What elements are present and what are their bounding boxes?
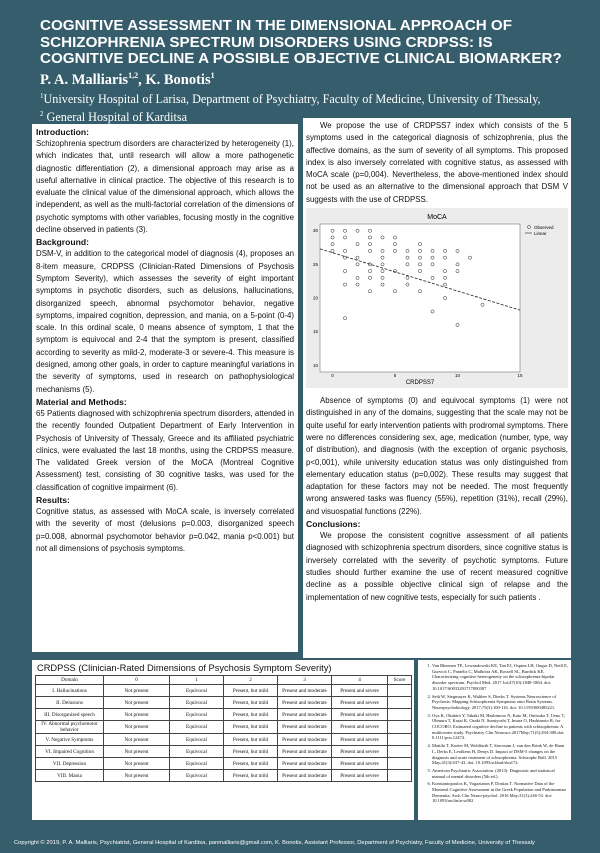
references-panel [418,660,571,820]
proposal-text: We propose the use of CRDPSS7 index which consists of the 5 symptoms used in the categorical diagnosis of schizophrenia, plus the affective domains, as the sum of severity of all symptoms. This proposed index is also inversely correlated with cognitive status, as assessed with MoCA scale (p=0,004). Nevertheless, the above-mentioned index should not be used as an alternative to the dimensional approach that DSM V suggests with the use of CRDPSS. [306,121,568,204]
results-heading: Results: [36,495,70,506]
table-cell: Equivocal [170,697,224,709]
table-header-cell: 2 [224,676,278,685]
table-cell: VI. Impaired Cognition [36,746,104,758]
table-cell: Present and moderate [278,685,332,697]
background-text: DSM-V, in addition to the categorical model of diagnosis (4), proposes an 8-item measure, CRDPSS (Clinician-Rated Dimensions of Psychosis Symptom Severity), which assesses the severity of eight important symptoms in psychotic disorders, such as delusions, hallucinations, disorganized speech, abnormal psychomotor behavior, negative symptoms, impaired cognition, depression, and mania, on a 5-point (0-4) scale. In this ordinal scale, 0 means absence of symptom, 1 that the symptom is equivocal and 2-4 that the symptom is present, classified according to severity as mild-2, moderate-3 or severe-4. This measure is designed, among other goals, in order to capture meaningful variations in the severity of symptoms, used in research on pathophysiological mechanisms (5). [36,249,294,394]
moca-scatter-chart [306,208,568,388]
table-cell: Present and moderate [278,721,332,734]
background-heading: Background: [36,237,89,248]
table-row [36,709,412,721]
reference-list [421,663,568,804]
y-tick-label: 15 [312,329,318,335]
table-cell: Not present [104,734,170,746]
table-cell: Equivocal [170,721,224,734]
table-cell: Not present [104,758,170,770]
y-tick-label: 20 [312,295,318,301]
intro-heading: Introduction: [36,127,89,137]
conclusions-heading: Conclusions: [306,519,361,530]
y-tick-label: 30 [312,228,318,234]
table-row [36,734,412,746]
x-tick-label: 15 [517,373,523,379]
reference-item: 3. Oya K, Okabiro Y, Takaki M, Hashimoto N, Kato M, Onitsuka T, Ueno T, Ohmura T, Kasai K, Ozaki N, Sumiyoshi T, Imura O, Hashimoto R; for COCORO. Estimated cognitive decline in patients with schizophrenia: A multicenter study. Psychiatry Clin Neurosci.2017May;71(5):294-300.doi: 0.1111/pcn.12474. [432,713,568,742]
table-cell: Not present [104,721,170,734]
methods-heading: Material and Methods: [36,396,127,407]
x-tick-label: 10 [454,373,461,379]
intro-text: Schizophrenia spectrum disorders are characterized by heterogeneity (1), which indicates that, until research will allow a more pathogenetic diagnostic differentiation (2), a dimensional approach may arise as a useful alternative in clinical practice. The objective of this research is to evaluate the clinical value of the dimensional approach, which allows the independent, as well as the multi-factorial correlation of the dimensions of psychotic symptoms with other variables, focusing mostly in the cognitive decline observed in patients (3). [36,139,294,235]
affiliation-2: $^2$ General Hospital of Karditsa [40,109,187,124]
plot-area [320,224,520,372]
right-column [303,118,571,658]
chart-title: MoCA [427,214,447,222]
author-2: , K. Bonotis [138,71,211,88]
findings-text: Absence of symptoms (0) and equivocal symptoms (1) were not distinguished in any of the domains, suggesting that the scale may not be quite useful for early intervention patients with prodromal symptoms. There were no differences considering sex, age, medication (number, type, way of distribution), and diagnosis (with the exception of organic psychosis, p<0,001), while university education status was only distinguished from elementary education status (p=0,002). These results may suggest that adaptation for these factors may not be needed. The most frequently wrong answered tasks was fluency (55%), repetition (31%), recall (29%), and visuospatial functions (22%). [306,396,568,516]
table-row [36,758,412,770]
table-cell [388,758,412,770]
table-cell: Not present [104,770,170,782]
table-body [36,685,412,782]
author-2-affil: 1 [210,71,215,80]
authors [40,71,215,89]
table-cell: Present and severe [332,770,388,782]
reference-item: 4. Mattila T, Koeter M, Wohlfarth T, Storosum J, van den Brink W, de Haan L, Derks E, Leufkens H, Denys D. Impact of DSM-5 changes on the diagnosis and acute treatment of schizophrenia. Schizophr Bull. 2015 May;41(3):637-43. doi: 10.1093/schbul/sbu172. [432,743,568,766]
table-cell: Present, but mild [224,721,278,734]
copyright-footer: Copyright © 2019, P. A. Malliaris, Psychiatrist, General Hospital of Karditsa, panmalliaris@gmail.com, K. Bonotis, Assistant Professor, Department of Psychiatry, Faculty of Medicine, University of Thessaly [14,840,535,846]
table-cell: Present and severe [332,697,388,709]
results-text: Cognitive status, as assessed with MoCA scale, is inversely correlated with the severity of most (delusions p=0.003, disorganized speech p=0.008, abnormal psychomotor behavior p=0.042, mania p<0.001) but not all dimensions of psychosis symptoms. [36,507,294,553]
methods-text: 65 Patients diagnosed with schizophrenia spectrum disorders, attended in the recently founded Outpatient Department of Early Intervention in Psychosis of University of Thessaly, Greece and its affiliated psychiatric clinics, were evaluated the last 18 months, using the CRDPSS measure. The validated Greek version of the MoCA (Montreal Cognitive Assessment) test, consisting of 30 cognitive tasks, was used for the classification of cognitive impairment (6). [36,408,294,492]
table-cell: Equivocal [170,734,224,746]
table-cell: Equivocal [170,770,224,782]
table-cell [388,709,412,721]
table-cell: Present, but mild [224,746,278,758]
table-cell: Present and severe [332,746,388,758]
table-cell: Present and severe [332,734,388,746]
table-cell [388,721,412,734]
legend-linear: Linear [534,231,547,237]
table-cell [388,734,412,746]
table-cell: Equivocal [170,709,224,721]
y-tick-label: 10 [312,362,318,368]
table-row [36,685,412,697]
table-cell: VIII. Mania [36,770,104,782]
left-column [32,124,298,652]
table-cell: Present and moderate [278,746,332,758]
table-cell: I. Hallucinations [36,685,104,697]
table-cell: Equivocal [170,746,224,758]
table-cell: Present and moderate [278,758,332,770]
table-cell: Present, but mild [224,758,278,770]
table-cell: IV. Abnormal psychomotor behavior [36,721,104,734]
table-row [36,746,412,758]
x-tick-label: 5 [393,373,397,379]
table-cell [388,770,412,782]
table-header-cell: 0 [104,676,170,685]
y-tick-label: 25 [312,261,318,267]
reference-item: 5. American Psychiatric Association. (2013). Diagnostic and statistical manual of mental disorders (5th ed.). [432,768,568,779]
table-header-cell: 1 [170,676,224,685]
table-cell: Present and severe [332,721,388,734]
table-cell: VII. Depression [36,758,104,770]
x-tick-label: 0 [331,373,334,379]
table-cell [388,746,412,758]
table-row [36,697,412,709]
table-cell: Equivocal [170,685,224,697]
table-cell: Present, but mild [224,697,278,709]
table-cell: Present, but mild [224,709,278,721]
author-1-affil: 1,2 [128,71,139,80]
table-cell: Equivocal [170,758,224,770]
table-cell: V. Negative Symptoms [36,734,104,746]
table-cell: Present, but mild [224,734,278,746]
legend-observed: Observed [534,225,554,231]
table-cell [388,685,412,697]
affiliation-1: $^1$University Hospital of Larisa, Department of Psychiatry, Faculty of Medicine, University of Thessaly, [40,92,541,107]
poster-title: COGNITIVE ASSESSMENT IN THE DIMENSIONAL APPROACH OF SCHIZOPHRENIA SPECTRUM DISORDERS USING CRDPSS: IS COGNITIVE DECLINE A POSSIBLE OBJECTIVE CLINICAL BIOMARKER? [40,17,562,67]
table-header-cell: 3 [278,676,332,685]
crdpss-table-panel [32,660,414,820]
table-cell: Not present [104,685,170,697]
table-cell: Present, but mild [224,770,278,782]
table-row [36,721,412,734]
table-cell: Present and moderate [278,697,332,709]
table-header-cell: 4 [332,676,388,685]
table-cell: Not present [104,697,170,709]
table-cell: Present and severe [332,709,388,721]
table-row [36,770,412,782]
table-cell: Present and moderate [278,709,332,721]
table-cell: Not present [104,746,170,758]
reference-item: 6. Konstantopoulos K, Vogazianos P, Doskas T. Normative Data of the Montreal Cognitive Assessment in the Greek Population and Parkinsonian Dementia. Arch Clin Neuro-psychol. 2016 May;31(3):246-53. doi: 10.1093/arclin/acw002 [432,781,568,804]
table-cell: Present, but mild [224,685,278,697]
table-cell: Present and severe [332,685,388,697]
crdpss-table [35,675,412,782]
table-caption: CRDPSS (Clinician-Rated Dimensions of Psychosis Symptom Severity) [37,663,332,673]
table-header-cell: Domain [36,676,104,685]
table-cell: II. Delusions [36,697,104,709]
table-cell: Not present [104,709,170,721]
x-axis-label: CRDPSS7 [405,380,435,387]
table-header-row [36,676,412,685]
author-1: P. A. Malliaris [40,71,129,88]
table-header-cell: Score [388,676,412,685]
reference-item: 2. Seth W, Stegmayer K, Walther S, Dierks T. Systems Neuroscience of Psychosis: Mapping Schizophrenia Symptoms onto Brain Systems. Neuropsychobiology. 2017;75(3):100-116. doi: 10.1159/000485221. [432,694,568,711]
table-cell: Present and severe [332,758,388,770]
conclusions-text: We propose the consistent cognitive assessment of all patients diagnosed with schizophrenia spectrum disorders, since cognitive status is inversely correlated with the severity of psychotic symptoms. Future studies should further examine the use of recent measured cognitive decline as a possible objective clinical sign of relapse and the implementation of new cognitive tests, especially for such patients . [306,531,568,602]
table-cell: III. Disorganized speech [36,709,104,721]
table-cell [388,697,412,709]
table-cell: Present and moderate [278,734,332,746]
table-cell: Present and moderate [278,770,332,782]
reference-item: 1. Van Rheenen TE, Lewandowski KE, Tan EJ, Ospina LH, Ongur D, Neill E, Gurvich C, Pantelis C, Malhotra AK, Rossell SL, Burdick KE. Characterizing cognitive heterogeneity on the schizophrenia-bipolar disorder spectrum. Psychol Med. 2017 Jul;47(10):1848-1864. doi: 10.1017/S0033291717000307 [432,663,568,692]
